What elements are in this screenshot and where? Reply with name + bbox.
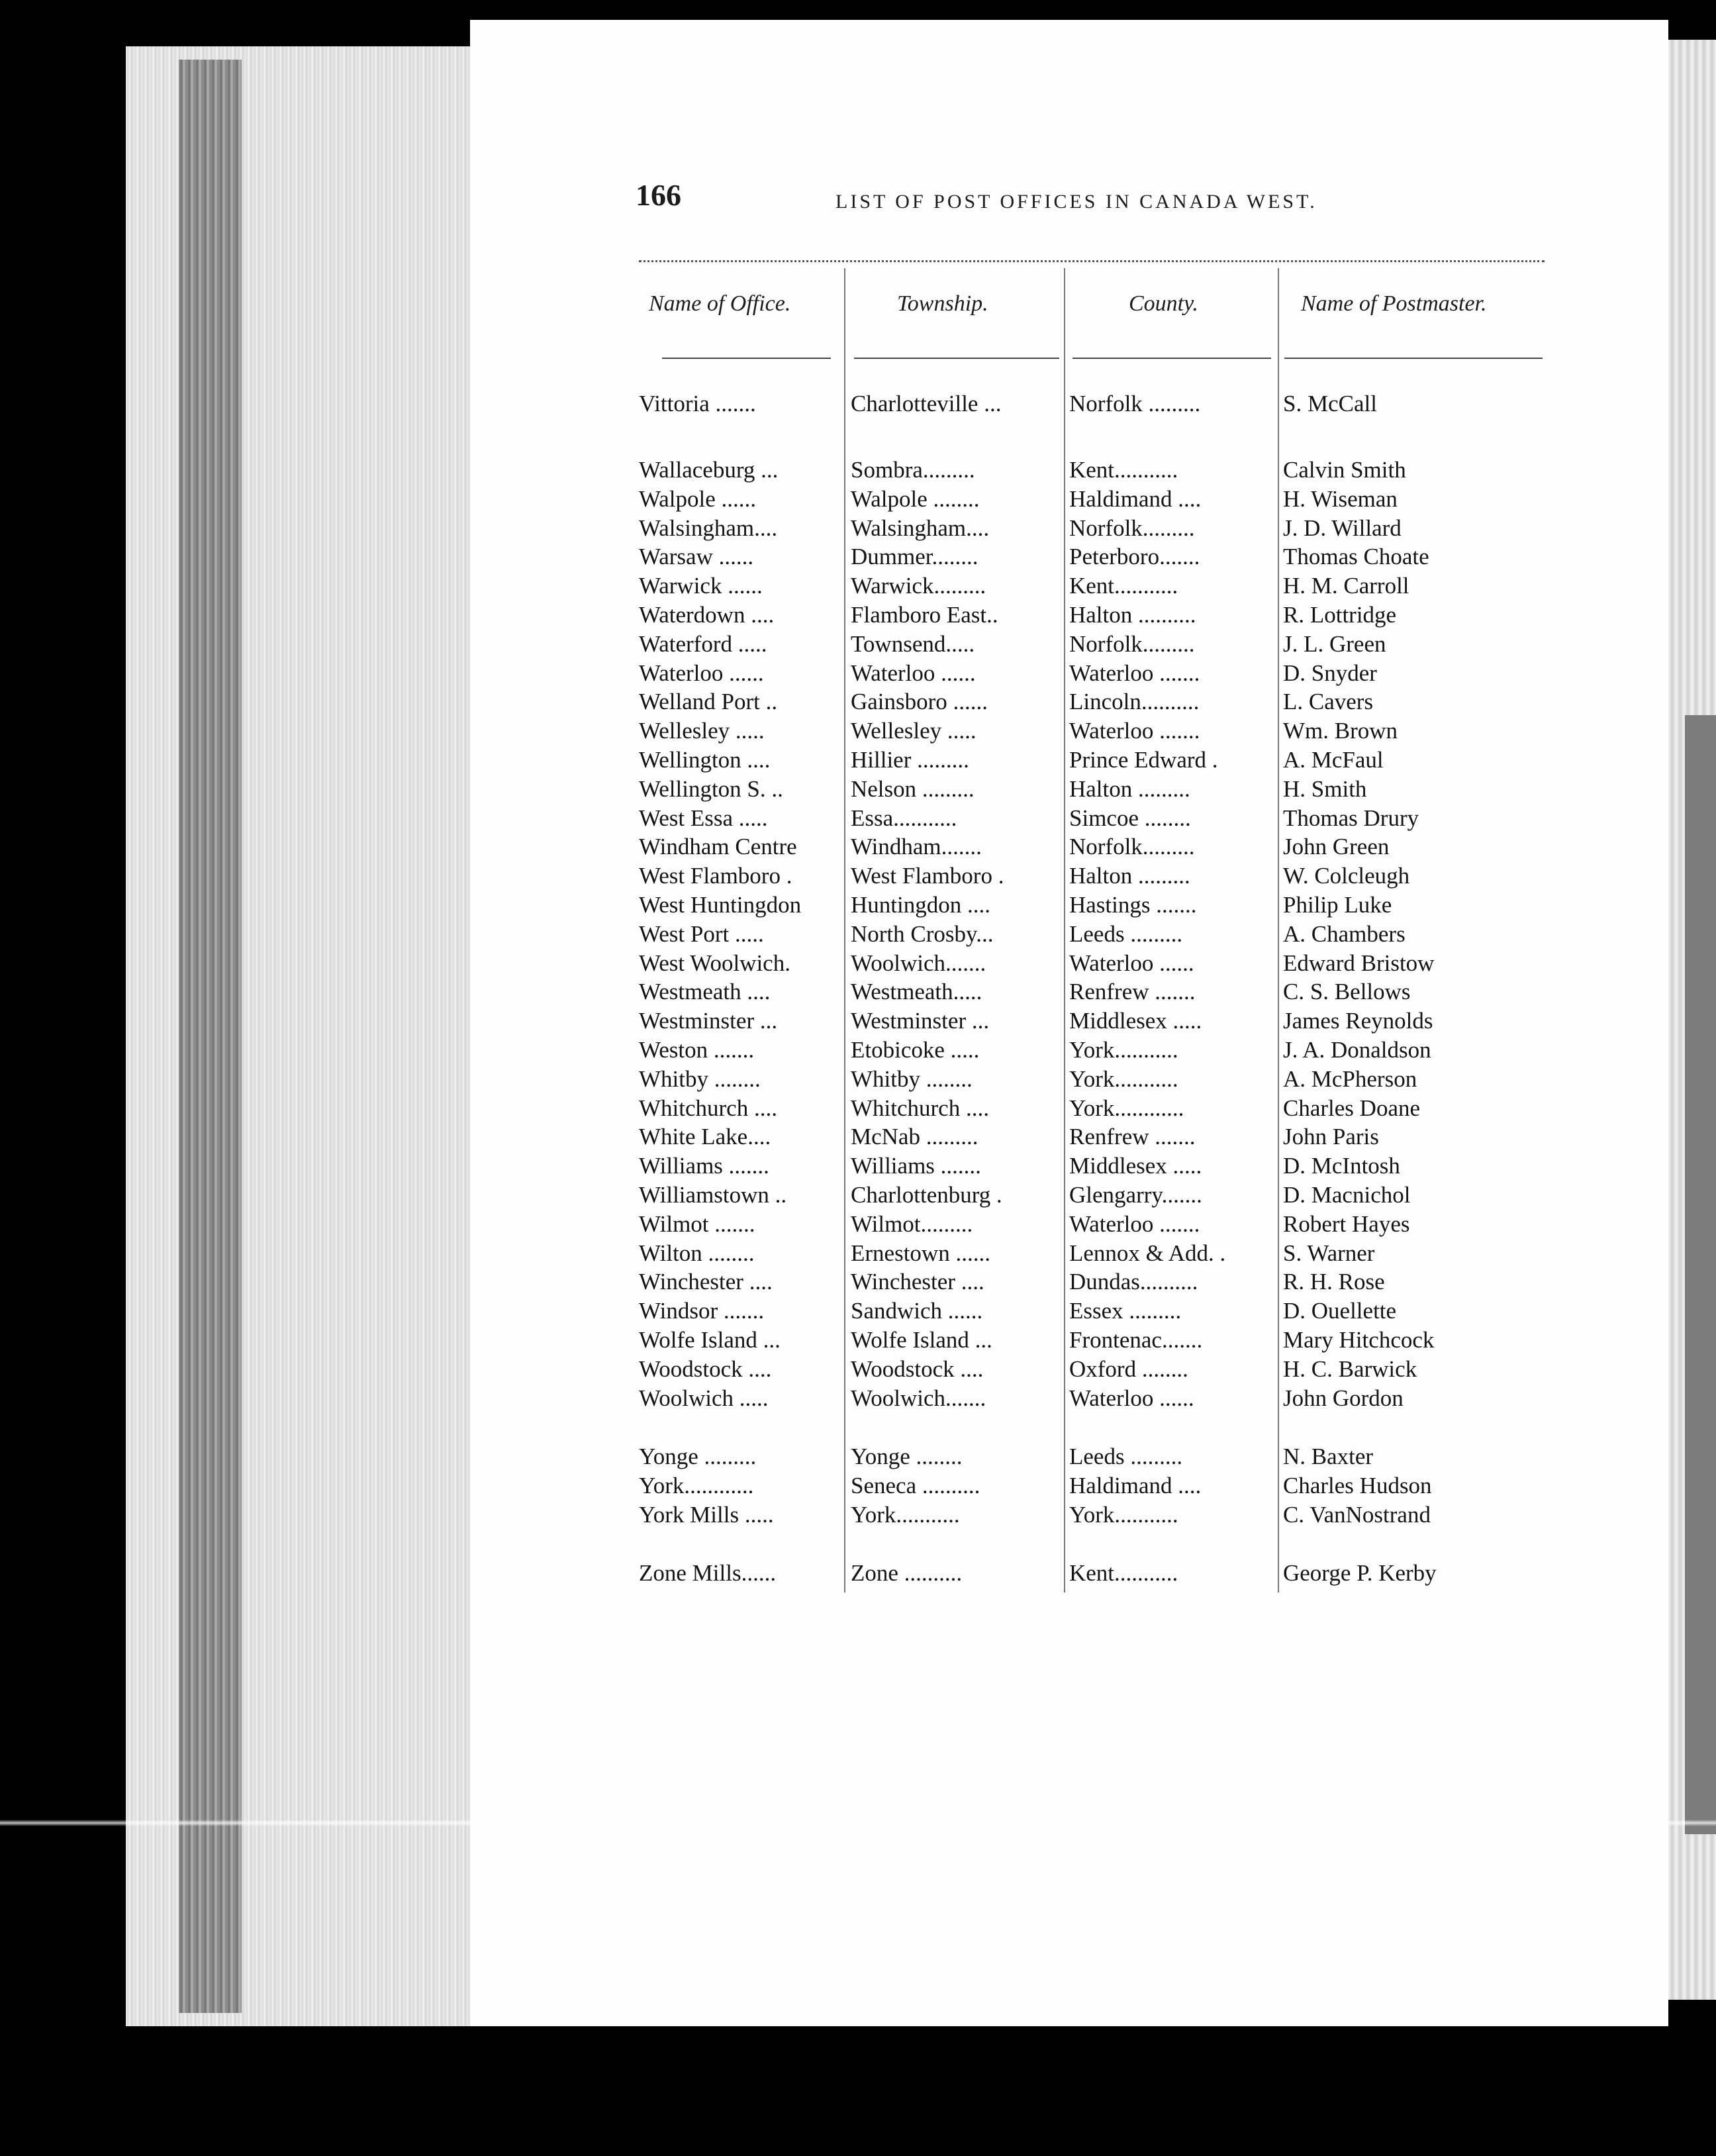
county-cell: Norfolk.........: [1069, 514, 1195, 541]
office-cell: York............: [639, 1473, 754, 1498]
office-cell: Yonge .........: [639, 1444, 757, 1469]
township-cell: Nelson .........: [851, 775, 975, 802]
county-cell: York...........: [1069, 1037, 1178, 1063]
township-cell: Gainsboro ......: [851, 689, 988, 715]
postmaster-cell: D. Macnichol: [1283, 1182, 1411, 1208]
county-cell: Norfolk .........: [1069, 391, 1201, 416]
office-cell: West Port .....: [639, 920, 764, 947]
postmaster-cell: Mary Hitchcock: [1283, 1327, 1435, 1353]
county-cell: Glengarry.......: [1069, 1182, 1202, 1208]
county-cell: Renfrew .......: [1069, 1124, 1196, 1150]
office-cell: Windham Centre: [639, 834, 797, 860]
county-cell: Peterboro.......: [1069, 544, 1200, 570]
office-cell: Winchester ....: [639, 1269, 773, 1295]
postmaster-cell: W. Colcleugh: [1283, 863, 1410, 889]
office-cell: York Mills .....: [639, 1502, 774, 1528]
col-header-township: Township.: [897, 291, 988, 316]
county-cell: Simcoe ........: [1069, 805, 1191, 831]
township-cell: Walsingham....: [851, 514, 990, 541]
postmaster-cell: John Gordon: [1283, 1385, 1404, 1411]
township-cell: Waterloo ......: [851, 660, 976, 686]
township-cell: Seneca ..........: [851, 1473, 980, 1498]
township-cell: Huntingdon ....: [851, 892, 990, 918]
office-cell: Wilmot .......: [639, 1210, 755, 1237]
postmaster-cell: H. Wiseman: [1283, 485, 1398, 512]
township-cell: Etobicoke .....: [851, 1037, 980, 1063]
office-cell: Woodstock ....: [639, 1355, 772, 1382]
county-cell: Haldimand ....: [1069, 1473, 1202, 1498]
office-cell: Wallaceburg ...: [639, 457, 779, 483]
county-cell: Norfolk.........: [1069, 834, 1195, 860]
office-cell: Williams .......: [639, 1153, 769, 1179]
postmaster-cell: H. Smith: [1283, 775, 1367, 802]
county-cell: Kent...........: [1069, 1560, 1178, 1586]
township-cell: Charlottenburg .: [851, 1182, 1002, 1208]
county-cell: Oxford ........: [1069, 1355, 1188, 1382]
county-cell: Essex .........: [1069, 1298, 1182, 1324]
column-headers: [639, 291, 1546, 331]
office-cell: Whitby ........: [639, 1065, 761, 1092]
col-header-office: Name of Office.: [649, 291, 791, 316]
office-cell: West Woolwich.: [639, 950, 790, 976]
postmaster-cell: Charles Doane: [1283, 1095, 1421, 1121]
office-cell: Warsaw ......: [639, 544, 754, 570]
postmaster-cell: George P. Kerby: [1283, 1560, 1437, 1586]
county-cell: Leeds .........: [1069, 920, 1183, 947]
county-cell: Kent...........: [1069, 573, 1178, 599]
township-cell: Yonge ........: [851, 1444, 963, 1469]
county-cell: Middlesex .....: [1069, 1008, 1202, 1034]
office-cell: Windsor .......: [639, 1298, 765, 1324]
office-cell: White Lake....: [639, 1124, 771, 1150]
township-cell: Whitby ........: [851, 1065, 973, 1092]
township-cell: Woolwich.......: [851, 950, 986, 976]
county-cell: Waterloo ......: [1069, 950, 1194, 976]
postmaster-cell: L. Cavers: [1283, 689, 1374, 715]
postmaster-cell: H. C. Barwick: [1283, 1355, 1417, 1382]
postmaster-cell: R. H. Rose: [1283, 1269, 1385, 1295]
postmaster-cell: A. McPherson: [1283, 1065, 1417, 1092]
township-cell: North Crosby...: [851, 920, 994, 947]
township-cell: Sombra.........: [851, 457, 975, 483]
county-cell: Waterloo .......: [1069, 1210, 1200, 1237]
county-cell: Waterloo ......: [1069, 1385, 1194, 1411]
postmaster-cell: Thomas Drury: [1283, 805, 1419, 831]
township-cell: McNab .........: [851, 1124, 978, 1150]
office-cell: Zone Mills......: [639, 1560, 777, 1586]
header-underline-postmaster: [1284, 358, 1543, 359]
office-cell: West Huntingdon: [639, 892, 802, 918]
postmaster-cell: Calvin Smith: [1283, 457, 1406, 483]
postmaster-cell: D. Ouellette: [1283, 1298, 1397, 1324]
office-cell: Waterdown ....: [639, 602, 775, 628]
township-cell: Woolwich.......: [851, 1385, 986, 1411]
county-cell: Lincoln..........: [1069, 689, 1200, 715]
office-cell: Welland Port ..: [639, 689, 778, 715]
postmaster-cell: John Green: [1283, 834, 1390, 860]
header-rule: [639, 260, 1545, 262]
office-cell: Waterford .....: [639, 630, 767, 657]
office-cell: West Essa .....: [639, 805, 768, 831]
postmaster-cell: S. Warner: [1283, 1240, 1375, 1266]
postmaster-cell: Philip Luke: [1283, 892, 1392, 918]
office-cell: Wolfe Island ...: [639, 1327, 781, 1353]
county-cell: Prince Edward .: [1069, 747, 1218, 773]
township-cell: York...........: [851, 1502, 960, 1528]
county-cell: York...........: [1069, 1502, 1178, 1528]
county-cell: Hastings .......: [1069, 892, 1197, 918]
office-cell: Wilton ........: [639, 1240, 755, 1266]
township-cell: Warwick.........: [851, 573, 986, 599]
county-cell: Halton ..........: [1069, 602, 1196, 628]
township-cell: Sandwich ......: [851, 1298, 983, 1324]
office-cell: Wellesley .....: [639, 718, 765, 744]
county-cell: Kent...........: [1069, 457, 1178, 483]
township-cell: Wolfe Island ...: [851, 1327, 992, 1353]
page-header: [636, 177, 1364, 224]
county-cell: Frontenac.......: [1069, 1327, 1203, 1353]
township-cell: Townsend.....: [851, 630, 975, 657]
office-cell: Weston .......: [639, 1037, 755, 1063]
postmaster-cell: Edward Bristow: [1283, 950, 1435, 976]
township-cell: Flamboro East..: [851, 602, 998, 628]
county-cell: Dundas..........: [1069, 1269, 1198, 1295]
postmaster-cell: D. Snyder: [1283, 660, 1377, 686]
township-cell: Williams .......: [851, 1153, 981, 1179]
office-cell: Whitchurch ....: [639, 1095, 777, 1121]
township-cell: Whitchurch ....: [851, 1095, 989, 1121]
book-spine-shadow: [179, 60, 242, 2013]
running-title: LIST OF POST OFFICES IN CANADA WEST.: [835, 191, 1317, 213]
postmaster-cell: N. Baxter: [1283, 1444, 1374, 1469]
township-cell: Westminster ...: [851, 1008, 990, 1034]
township-cell: Essa...........: [851, 805, 957, 831]
township-cell: Woodstock ....: [851, 1355, 984, 1382]
county-cell: Halton .........: [1069, 775, 1190, 802]
office-cell: Waterloo ......: [639, 660, 764, 686]
postmaster-cell: J. L. Green: [1283, 630, 1386, 657]
county-cell: Waterloo .......: [1069, 718, 1200, 744]
postmaster-cell: D. McIntosh: [1283, 1153, 1400, 1179]
header-underline-office: [662, 358, 831, 359]
township-cell: Hillier .........: [851, 747, 969, 773]
scan-artifact-line: [0, 1820, 1716, 1826]
column-divider-2: [1064, 268, 1065, 1592]
township-cell: Wilmot.........: [851, 1210, 973, 1237]
office-cell: Vittoria .......: [639, 391, 756, 416]
col-header-county: County.: [1129, 291, 1198, 316]
county-cell: Lennox & Add. .: [1069, 1240, 1226, 1266]
county-cell: Haldimand ....: [1069, 485, 1202, 512]
township-cell: Walpole ........: [851, 485, 980, 512]
postmaster-cell: C. VanNostrand: [1283, 1502, 1431, 1528]
county-cell: Norfolk.........: [1069, 630, 1195, 657]
column-divider-1: [844, 268, 845, 1592]
township-cell: Winchester ....: [851, 1269, 984, 1295]
office-cell: Woolwich .....: [639, 1385, 769, 1411]
county-cell: Halton .........: [1069, 863, 1190, 889]
township-cell: Ernestown ......: [851, 1240, 990, 1266]
county-cell: Leeds .........: [1069, 1444, 1183, 1469]
county-cell: York............: [1069, 1095, 1184, 1121]
township-cell: Wellesley .....: [851, 718, 977, 744]
county-cell: Renfrew .......: [1069, 979, 1196, 1005]
postmaster-cell: John Paris: [1283, 1124, 1379, 1150]
county-cell: York...........: [1069, 1065, 1178, 1092]
postmaster-cell: Thomas Choate: [1283, 544, 1429, 570]
adjacent-page-shadow: [1685, 715, 1716, 1834]
office-cell: Wellington ....: [639, 747, 771, 773]
township-cell: Windham.......: [851, 834, 982, 860]
office-cell: Warwick ......: [639, 573, 763, 599]
postmaster-cell: H. M. Carroll: [1283, 573, 1409, 599]
postmaster-cell: Wm. Brown: [1283, 718, 1398, 744]
office-cell: Westmeath ....: [639, 979, 771, 1005]
township-cell: Dummer........: [851, 544, 978, 570]
col-header-postmaster: Name of Postmaster.: [1301, 291, 1487, 316]
township-cell: West Flamboro .: [851, 863, 1004, 889]
postmaster-cell: A. Chambers: [1283, 920, 1406, 947]
postmaster-cell: James Reynolds: [1283, 1008, 1433, 1034]
office-cell: West Flamboro .: [639, 863, 792, 889]
county-cell: Middlesex .....: [1069, 1153, 1202, 1179]
office-cell: Williamstown ..: [639, 1182, 787, 1208]
county-cell: Waterloo .......: [1069, 660, 1200, 686]
township-cell: Charlotteville ...: [851, 391, 1002, 416]
postmaster-cell: A. McFaul: [1283, 747, 1384, 773]
office-cell: Walpole ......: [639, 485, 756, 512]
postmaster-cell: J. D. Willard: [1283, 514, 1402, 541]
office-cell: Wellington S. ..: [639, 775, 783, 802]
book-fore-edge: [126, 46, 470, 2026]
postmaster-cell: S. McCall: [1283, 391, 1377, 416]
postmaster-cell: C. S. Bellows: [1283, 979, 1411, 1005]
office-cell: Westminster ...: [639, 1008, 778, 1034]
header-underline-township: [854, 358, 1059, 359]
township-cell: Westmeath.....: [851, 979, 982, 1005]
postmaster-cell: Charles Hudson: [1283, 1473, 1432, 1498]
postmaster-cell: J. A. Donaldson: [1283, 1037, 1431, 1063]
township-cell: Zone ..........: [851, 1560, 963, 1586]
page-number: 166: [636, 178, 681, 212]
postmaster-cell: Robert Hayes: [1283, 1210, 1410, 1237]
office-cell: Walsingham....: [639, 514, 778, 541]
header-underline-county: [1072, 358, 1271, 359]
postmaster-cell: R. Lottridge: [1283, 602, 1397, 628]
